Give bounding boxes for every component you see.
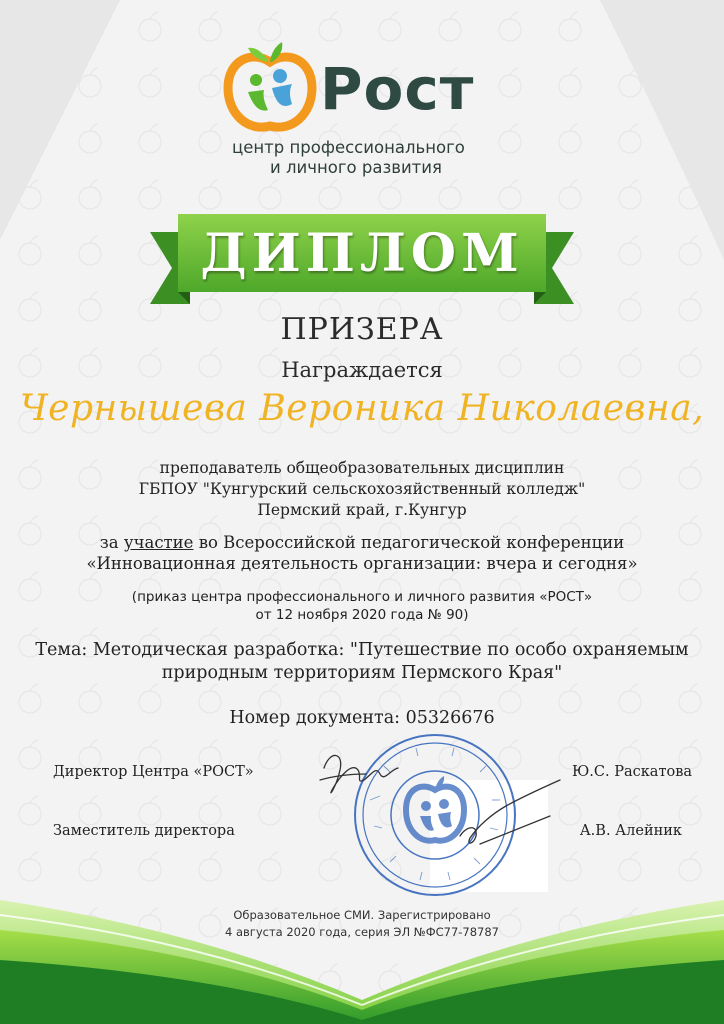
logo-subtitle-line2: и личного развития — [270, 158, 442, 177]
apple-people-icon — [222, 40, 318, 136]
participation-underlined: участие — [123, 533, 194, 552]
footer-line-2: 4 августа 2020 года, серия ЭЛ №ФС77-78787 — [224, 925, 499, 939]
logo — [222, 40, 512, 180]
participation-line-1 — [0, 533, 724, 552]
logo-subtitle-line1: центр профессионального — [232, 138, 465, 157]
deputy-name: А.В. Алейник — [579, 823, 682, 839]
recipient-name: Чернышева Вероника Николаевна, — [19, 388, 705, 429]
position-line-1: преподаватель общеобразовательных дисциплин — [159, 459, 565, 477]
diploma-title: ДИПЛОМ — [200, 223, 524, 284]
order-line-2: от 12 ноября 2020 года № 90) — [255, 607, 469, 623]
footer-line-1: Образовательное СМИ. Зарегистрировано — [233, 908, 491, 922]
director-name: Ю.С. Раскатова — [571, 764, 692, 780]
participation-suffix: во Всероссийской педагогической конференции — [193, 533, 625, 552]
deputy-title: Заместитель директора — [53, 823, 235, 839]
position-line-2: ГБПОУ "Кунгурский сельскохозяйственный колледж" — [138, 480, 586, 498]
participation-line-2: «Инновационная деятельность организации: вчера и сегодня» — [86, 554, 638, 573]
director-title: Директор Центра «РОСТ» — [53, 764, 254, 780]
participation-prefix: за — [99, 533, 124, 552]
handwritten-signature — [310, 740, 570, 870]
theme-line-2: природным территориям Пермского Края" — [161, 663, 563, 683]
logo-wordmark: Рост — [320, 55, 475, 123]
awarded-text: Награждается — [281, 358, 443, 382]
theme-line-1: Тема: Методическая разработка: "Путешествие по особо охраняемым — [35, 640, 689, 660]
document-number: Номер документа: 05326676 — [229, 708, 495, 728]
order-line-1: (приказ центра профессионального и личного развития «РОСТ» — [131, 589, 593, 605]
position-line-3: Пермский край, г.Кунгур — [257, 501, 467, 519]
diploma-subtitle: ПРИЗЕРА — [280, 312, 444, 347]
